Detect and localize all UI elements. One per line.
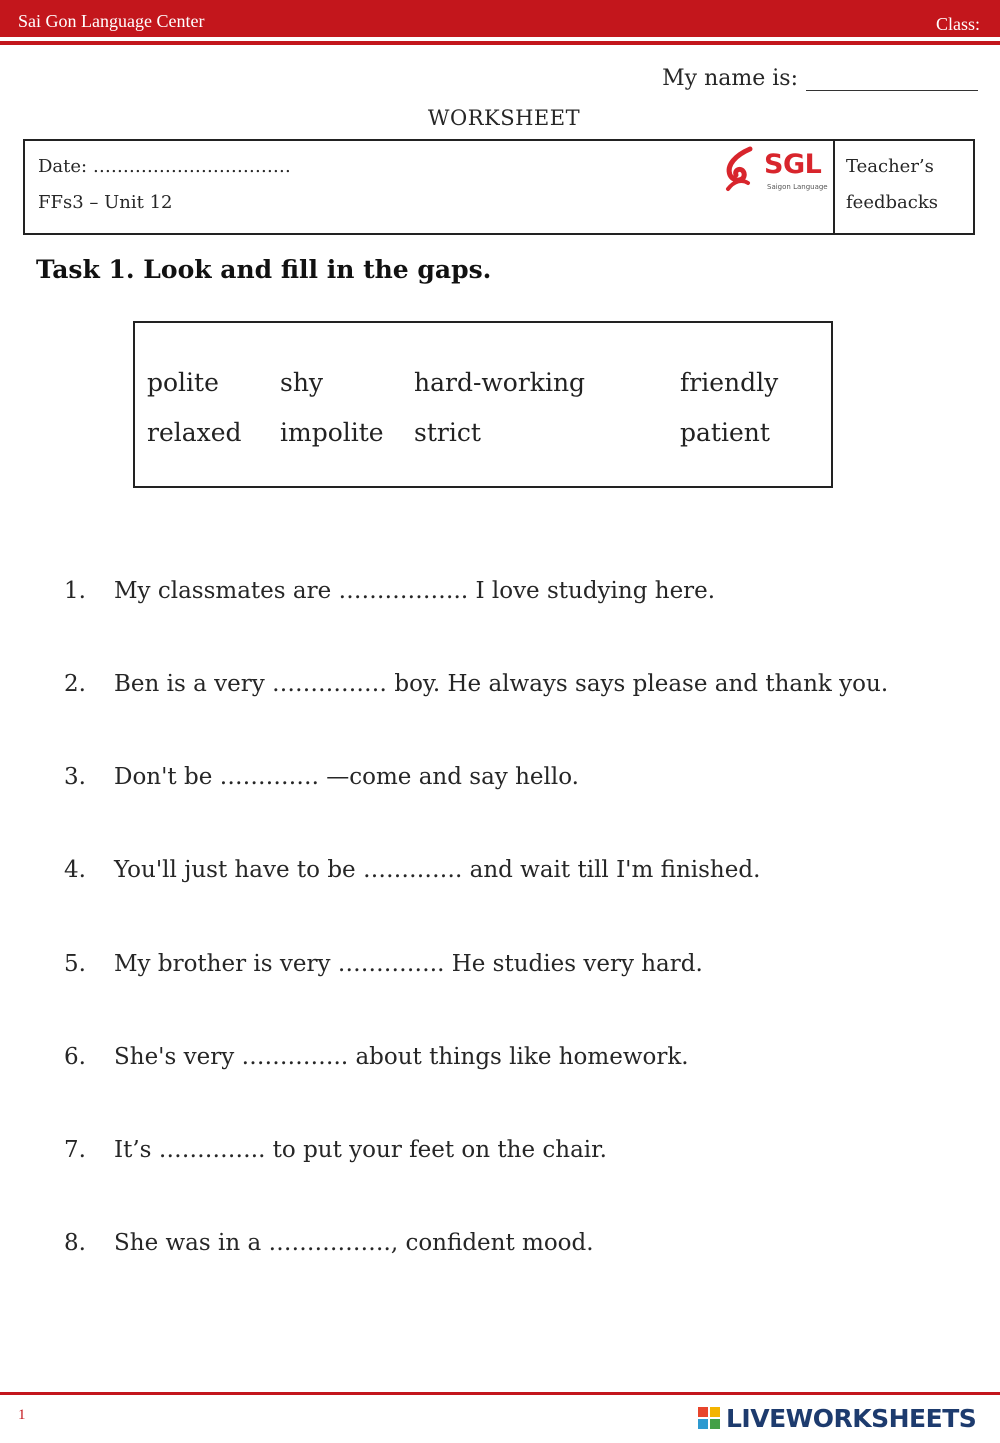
word-item: friendly [680,368,779,397]
worksheet-title: WORKSHEET [427,106,581,130]
name-label: My name is: [662,66,798,91]
center-name: Sai Gon Language Center [18,11,205,31]
liveworksheets-grid-icon [698,1407,722,1431]
info-box [23,139,975,235]
question-text: She's very ………….. about things like homework. [114,1044,689,1070]
question-number: 1. [64,578,86,604]
word-item: patient [680,418,770,447]
date-field: Date: …………………………… [38,156,291,177]
feedback-divider [833,141,835,233]
question-text: Ben is a very …………… boy. He always says please and thank you. [114,671,889,697]
name-field[interactable] [806,62,978,91]
word-item: strict [414,418,481,447]
page-number: 1 [18,1407,26,1423]
sgl-logo [720,145,830,195]
question-number: 2. [64,671,86,697]
task-title: Task 1. Look and fill in the gaps. [36,255,492,284]
question-text: It’s ………….. to put your feet on the chair. [114,1137,607,1163]
question-number: 7. [64,1137,86,1163]
word-item: impolite [280,418,384,447]
word-item: relaxed [147,418,242,447]
question-number: 4. [64,857,86,883]
word-item: hard-working [414,368,586,397]
sgl-swoosh-icon [720,145,764,193]
question-text: Don't be …………. —come and say hello. [114,764,579,790]
word-item: polite [147,368,219,397]
header-rule [0,41,1000,45]
class-label: Class: [935,14,980,34]
logo-text: SGL [764,149,822,180]
feedback-label-line2: feedbacks [846,192,938,213]
liveworksheets-logo[interactable] [698,1404,976,1433]
question-number: 3. [64,764,86,790]
question-number: 6. [64,1044,86,1070]
word-bank [133,321,833,488]
footer-rule [0,1392,1000,1395]
unit-label: FFs3 – Unit 12 [38,192,173,213]
liveworksheets-brand: LIVEWORKSHEETS [726,1404,977,1433]
question-number: 8. [64,1230,86,1256]
logo-subtitle: Saigon Language [767,183,828,191]
top-header-bar [0,0,1000,37]
question-text: You'll just have to be …………. and wait till I'm finished. [114,857,761,883]
feedback-label-line1: Teacher’s [846,156,934,177]
question-text: My classmates are …………….. I love studying here. [114,578,716,604]
question-text: She was in a ……………., confident mood. [114,1230,594,1256]
question-text: My brother is very ………….. He studies very hard. [114,951,703,977]
name-row [662,62,978,91]
word-item: shy [280,368,324,397]
question-number: 5. [64,951,86,977]
